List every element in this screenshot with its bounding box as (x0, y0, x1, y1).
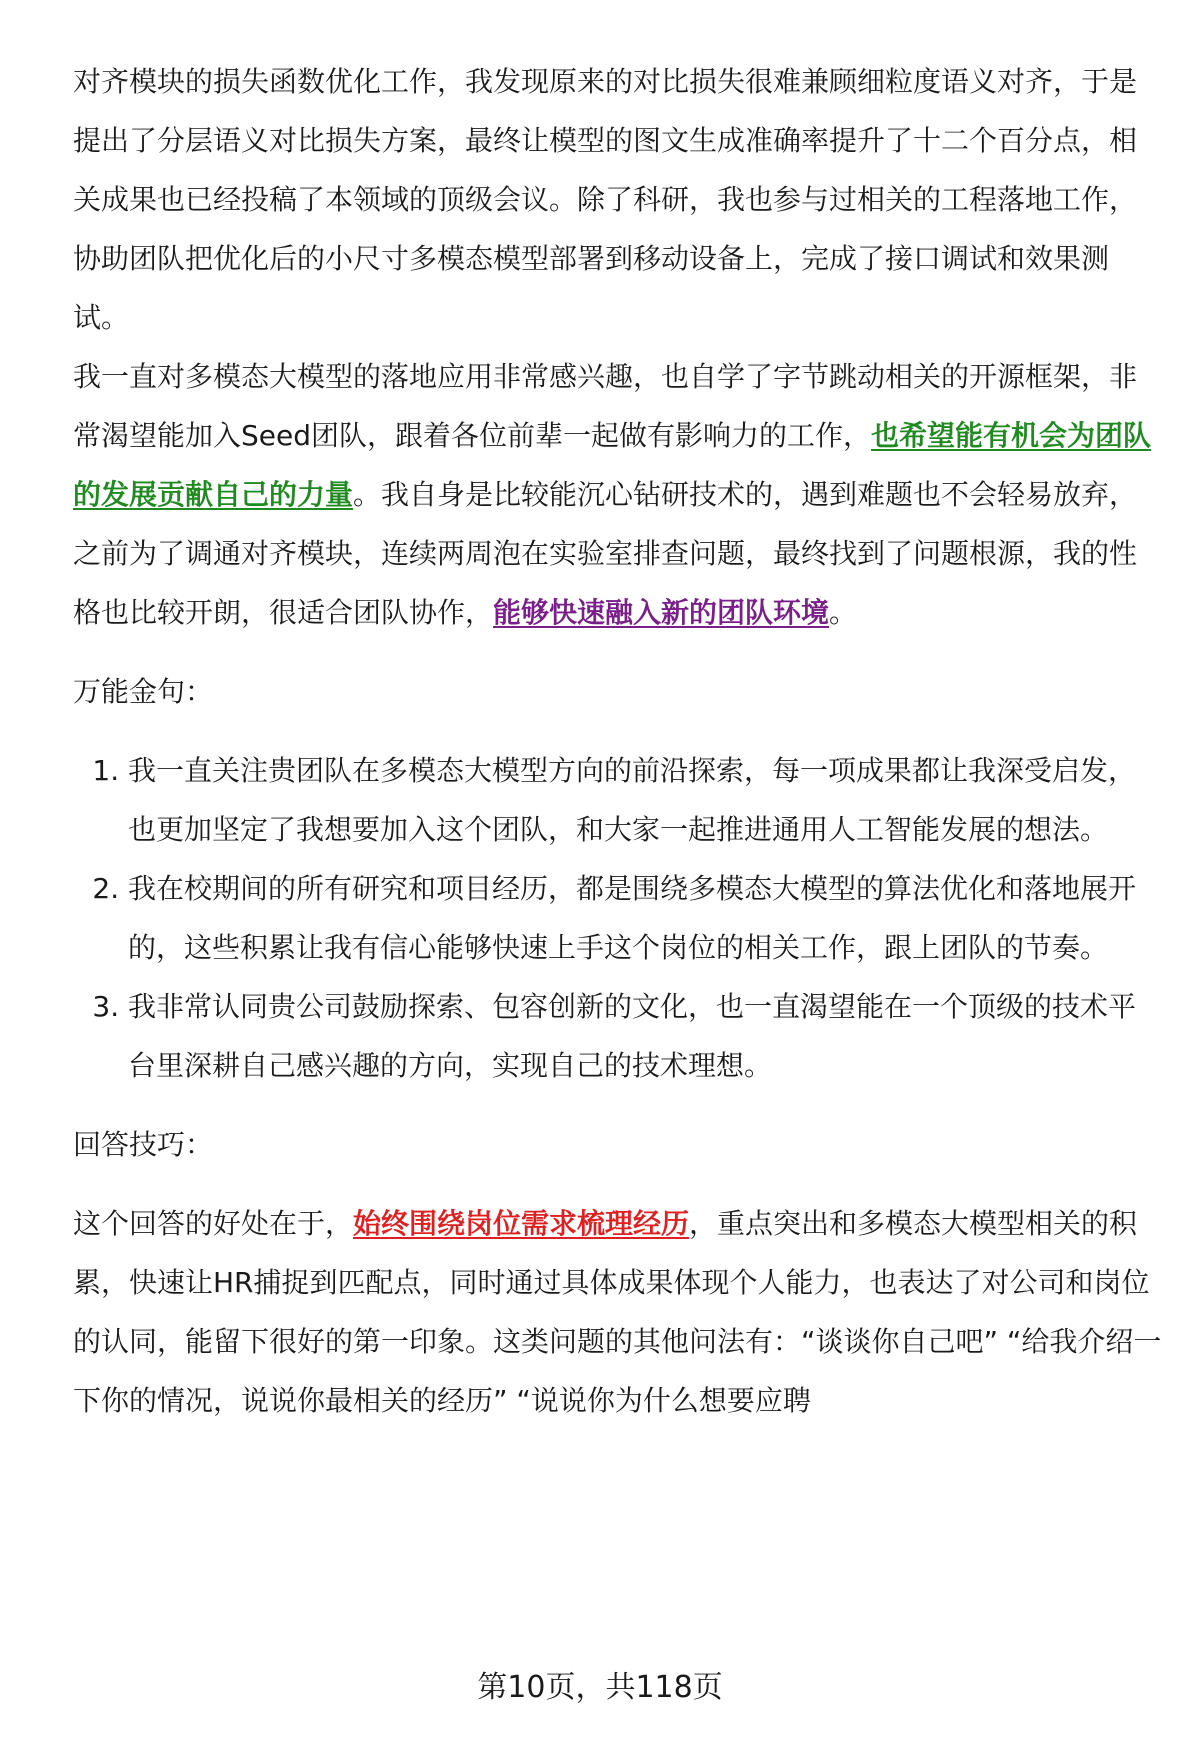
intro-text: 对齐模块的损失函数优化工作，我发现原来的对比损失很难兼顾细粒度语义对齐，于是提出了分层语义对比损失方案，最终让模型的图文生成准确率提升了十二个百分点，相关成果也已经投稿了本领域的顶级会议。除了科研，我也参与过相关的工程落地工作，协助团队把优化后的小尺寸多模态模型部署到移动设备上，完成了接口调试和效果测试。 (73, 65, 1138, 334)
tips-text-1: 这个回答的好处在于， (73, 1207, 354, 1240)
list-item: 1. 我一直关注贵团队在多模态大模型方向的前沿探索，每一项成果都让我深受启发，也更加坚定了我想要加入这个团队，和大家一起推进通用人工智能发展的想法。 (128, 741, 1163, 859)
highlight-contribute: 也希望能有机会为团队的发展贡献自己的力量 (73, 419, 1152, 511)
intro-paragraph (73, 52, 1163, 347)
tips-paragraph (73, 1194, 1163, 1430)
highlight-team-fit: 能够快速融入新的团队环境 (493, 596, 830, 629)
tips-heading: 回答技巧： (73, 1128, 214, 1161)
golden-sentence-list (73, 741, 1163, 1095)
tips-text-2: ，重点突出和多模态大模型相关的积累，快速让HR捕捉到匹配点，同时通过具体成果体现个人能力，也表达了对公司和岗位的认同，能留下很好的第一印象。这类问题的其他问法有：“谈谈你自己吧” “给我介绍一下你的情况，说说你最相关的经历” “说说你为什么想要应聘 (73, 1207, 1162, 1417)
motivation-text-3: 。 (829, 596, 858, 629)
motivation-text-2: 。我自身是比较能沉心钻研技术的，遇到难题也不会轻易放弃，之前为了调通对齐模块，连续两周泡在实验室排查问题，最终找到了问题根源，我的性格也比较开朗，很适合团队协作， (73, 478, 1138, 629)
highlight-job-requirements: 始终围绕岗位需求梳理经历 (353, 1207, 690, 1240)
motivation-text-1: 我一直对多模态大模型的落地应用非常感兴趣，也自学了字节跳动相关的开源框架，非常渴望能加入Seed团队，跟着各位前辈一起做有影响力的工作， (73, 360, 1138, 452)
page-number: 第10页，共118页 (477, 1670, 723, 1705)
list-item: 2. 我在校期间的所有研究和项目经历，都是围绕多模态大模型的算法优化和落地展开的，这些积累让我有信心能够快速上手这个岗位的相关工作，跟上团队的节奏。 (128, 859, 1163, 977)
golden-heading: 万能金句： (73, 675, 214, 708)
list-item: 3. 我非常认同贵公司鼓励探索、包容创新的文化，也一直渴望能在一个顶级的技术平台里深耕自己感兴趣的方向，实现自己的技术理想。 (128, 977, 1163, 1095)
document-body (73, 52, 1163, 1430)
motivation-paragraph (73, 347, 1163, 642)
